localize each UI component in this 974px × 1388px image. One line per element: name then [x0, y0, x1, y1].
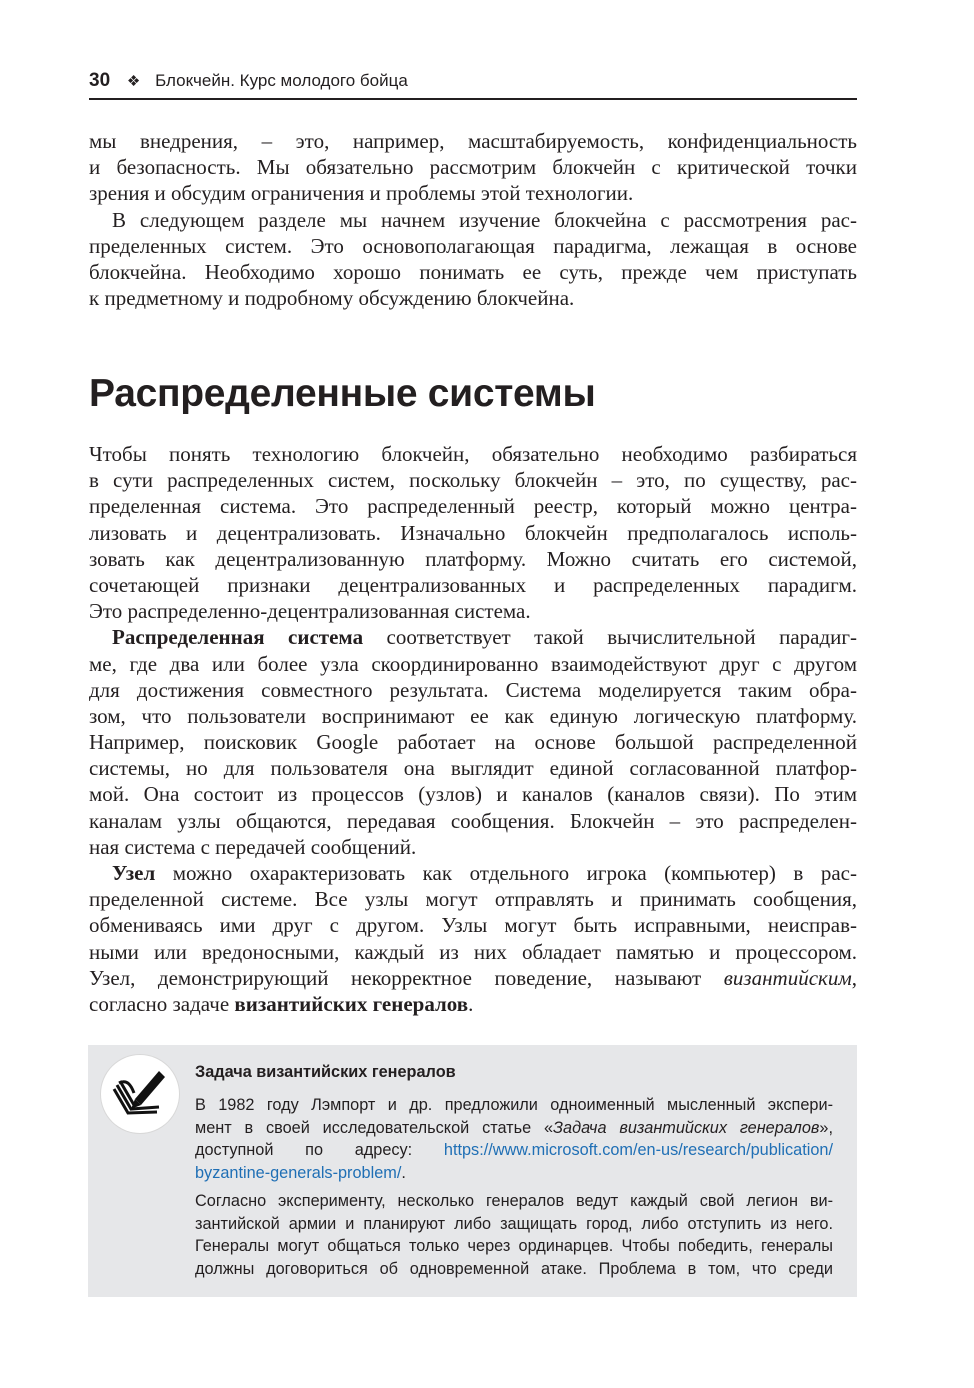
section-title: Распределенные системы: [89, 372, 596, 415]
text-line: [89, 441, 857, 467]
text-line: [89, 729, 857, 755]
text-segment: зрения и обсудим ограничения и проблемы этой технологии.: [89, 181, 634, 206]
text-line: [89, 520, 857, 546]
pencil-note-icon: [101, 1055, 179, 1133]
text-segment: мы внедрения, – это, например, масштабируемость, конфиденциальность: [89, 129, 857, 153]
info-box-line: [195, 1094, 833, 1117]
text-line: [89, 285, 857, 311]
info-box: [88, 1045, 857, 1297]
text-line: [89, 493, 857, 519]
text-segment: Узел, демонстрирующий некорректное поведение, называют: [89, 965, 724, 990]
text-segment: доступной по адресу:: [195, 1141, 444, 1159]
text-segment: ными или вредоносными, каждый из них обладает памятью и процессором.: [89, 939, 857, 964]
text-segment: ,: [851, 965, 857, 990]
text-segment: каналам узлы общаются, передавая сообщения. Блокчейн – это распределен-: [89, 808, 857, 833]
text-segment: мой. Она состоит из процессов (узлов) и каналов (каналов связи). По этим: [89, 782, 857, 807]
intro-text: [89, 128, 857, 311]
text-line: [89, 598, 857, 624]
text-line: [89, 965, 857, 991]
text-line: [89, 259, 857, 285]
italic-term: Задача византийских генералов: [553, 1118, 820, 1137]
link[interactable]: https://www.microsoft.com/en-us/research/publication/: [443, 1141, 833, 1159]
text-segment: »,: [819, 1118, 833, 1137]
bold-term: Распределенная система: [112, 625, 364, 650]
text-line: [89, 677, 857, 703]
text-segment: и безопасность. Мы обязательно рассмотрим блокчейн с критической точки: [89, 155, 857, 180]
info-box-line: [195, 1190, 833, 1213]
text-line: [89, 207, 857, 233]
info-box-text: [195, 1094, 833, 1280]
text-segment: соответствует такой вычислительной парадиг-: [363, 625, 857, 650]
text-line: [89, 939, 857, 965]
text-line: [89, 233, 857, 259]
text-segment: Например, поисковик Google работает на основе большой распределенной: [89, 730, 857, 755]
text-segment: .: [401, 1163, 406, 1182]
text-segment: Это распределенно-децентрализованная система.: [89, 599, 531, 624]
text-segment: .: [468, 991, 474, 1016]
text-segment: пределенных систем. Это основополагающая парадигма, лежащая в основе: [89, 233, 857, 258]
text-line: [89, 180, 857, 206]
text-segment: Согласно эксперименту, несколько генералов ведут каждый свой легион ви-: [195, 1192, 833, 1210]
text-segment: В следующем разделе мы начнем изучение блокчейна с рассмотрения рас-: [112, 207, 857, 232]
info-box-line: [195, 1235, 833, 1258]
book-title: Блокчейн. Курс молодого бойца: [155, 71, 408, 90]
text-segment: ная система с передачей сообщений.: [89, 834, 417, 859]
text-segment: Чтобы понять технологию блокчейн, обязательно необходимо разбираться: [89, 442, 857, 466]
text-segment: можно охарактеризовать как отдельного игрока (компьютер) в рас-: [155, 861, 857, 885]
text-line: [89, 886, 857, 912]
italic-term: византийским: [723, 965, 852, 990]
text-line: [89, 128, 857, 154]
text-segment: обмениваясь ими друг с другом. Узлы могут быть исправными, неисправ-: [89, 913, 857, 938]
text-segment: системы, но для пользователя она выглядит единой согласованной платфор-: [89, 756, 857, 781]
text-line: [89, 860, 857, 886]
text-line: [89, 781, 857, 807]
text-segment: зовать как децентрализованную платформу. Можно считать его системой,: [89, 546, 857, 571]
text-line: [89, 572, 857, 598]
info-box-line: [195, 1162, 833, 1185]
text-line: [89, 651, 857, 677]
text-segment: блокчейна. Необходимо хорошо понимать ее суть, прежде чем приступать: [89, 259, 857, 284]
text-segment: Генералы могут общаться только через ординарцев. Чтобы победить, генералы: [195, 1237, 833, 1255]
text-segment: ме, где два или более узла скоординированно взаимодействуют друг с другом: [89, 651, 857, 676]
text-segment: пределенной системе. Все узлы могут отправлять и принимать сообщения,: [89, 887, 857, 912]
text-line: [89, 808, 857, 834]
text-segment: к предметному и подробному обсуждению блокчейна.: [89, 286, 575, 311]
text-line: [89, 834, 857, 860]
info-box-line: [195, 1117, 833, 1140]
text-segment: для достижения совместного результата. Система моделируется таким обра-: [89, 677, 857, 702]
text-segment: лизовать и децентрализовать. Изначально блокчейн предполагалось исполь-: [89, 520, 857, 545]
info-box-line: [195, 1213, 833, 1236]
bold-term: византийских генералов: [234, 991, 469, 1016]
text-segment: В 1982 году Лэмпорт и др. предложили одноименный мысленный экспери-: [195, 1096, 833, 1114]
body-text: [89, 441, 857, 1017]
info-box-line: [195, 1258, 833, 1281]
bold-term: Узел: [112, 861, 156, 885]
text-line: [89, 467, 857, 493]
text-segment: в сути распределенных систем, поскольку блокчейн – это, по существу, рас-: [89, 468, 857, 493]
info-box-title: Задача византийских генералов: [195, 1063, 456, 1081]
text-segment: должны договориться об одновременной атаке. Проблема в том, что среди: [195, 1259, 833, 1278]
text-segment: мент в своей исследовательской статье «: [195, 1118, 554, 1137]
text-line: [89, 991, 857, 1017]
text-segment: сочетающей признаки децентрализованных и распределенных парадигм.: [89, 572, 857, 597]
text-line: [89, 703, 857, 729]
text-segment: согласно задаче: [89, 991, 235, 1016]
page-number: 30: [89, 70, 111, 91]
text-line: [89, 624, 857, 650]
info-box-line: [195, 1139, 833, 1162]
link[interactable]: byzantine-generals-problem/: [195, 1163, 402, 1182]
text-line: [89, 546, 857, 572]
text-line: [89, 912, 857, 938]
text-line: [89, 154, 857, 180]
text-line: [89, 755, 857, 781]
text-segment: пределенная система. Это распределенный реестр, который можно центра-: [89, 494, 857, 519]
ornament-icon: ❖: [126, 73, 141, 90]
running-header: [89, 70, 857, 100]
text-segment: зантийской армии и планируют либо защищать город, либо отступить из него.: [195, 1214, 833, 1233]
text-segment: зом, что пользователи воспринимают ее как единую логическую платформу.: [89, 703, 857, 728]
